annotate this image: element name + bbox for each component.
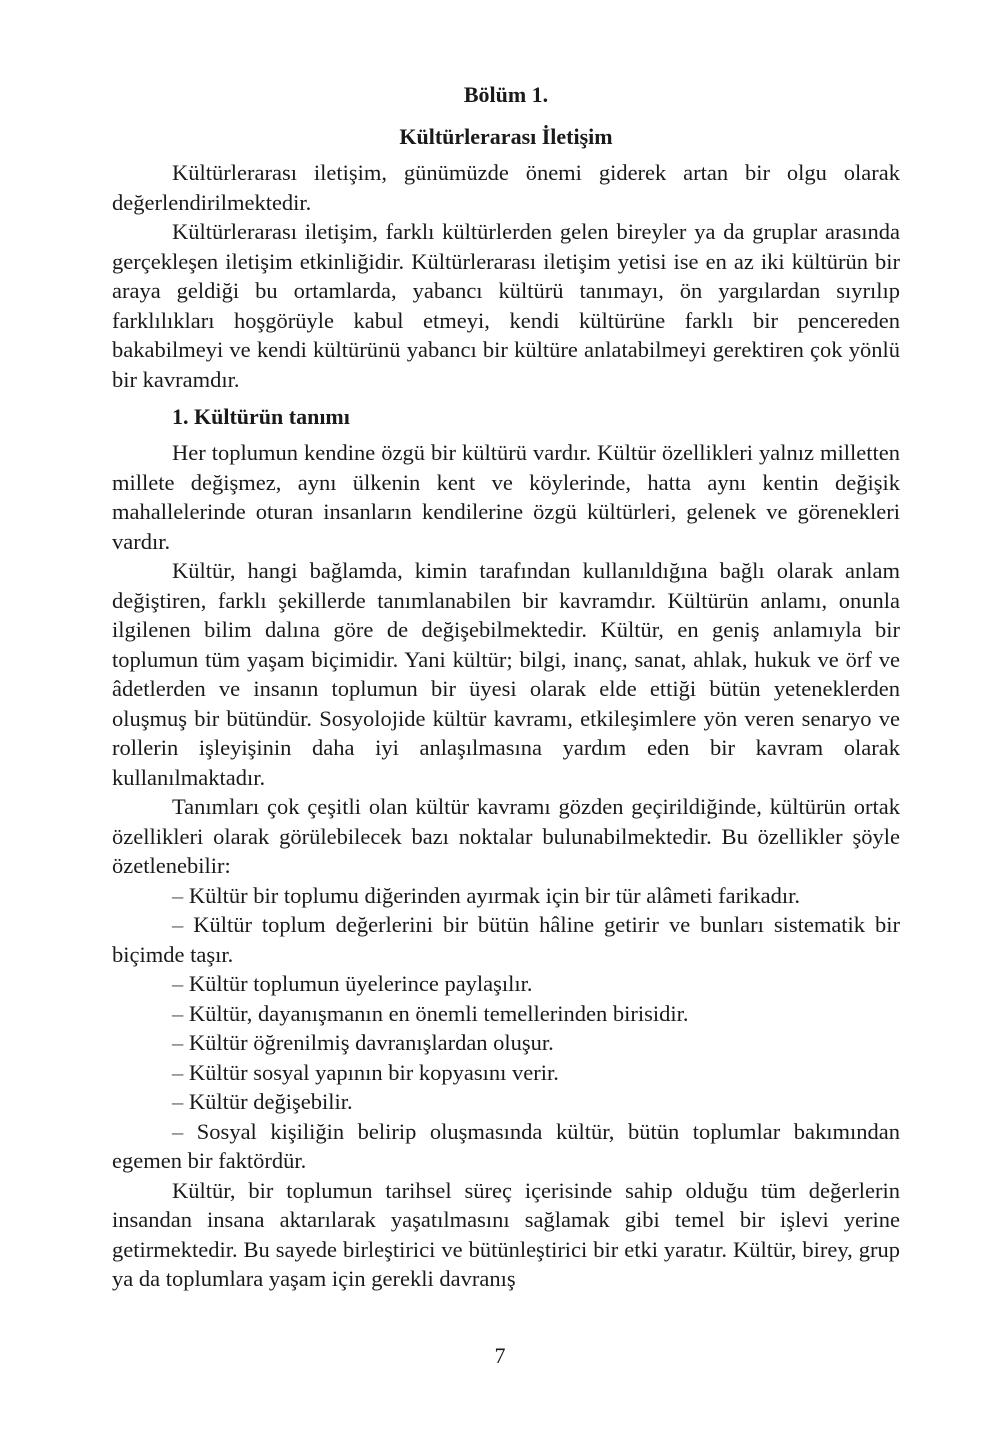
list-item (112, 910, 900, 969)
dash-marker: – (172, 1118, 184, 1144)
list-item (112, 1087, 900, 1117)
closing-paragraph: Kültür, bir toplumun tarihsel süreç içerisinde sahip olduğu tüm değerlerin insandan insana aktarılarak yaşatılmasını sağlamak gibi temel bir işlevi yerine getirmektedir. Bu sayede birleştirici ve bütünleştirici bir etki yaratır. Kültür, birey, grup ya da toplumlara yaşam için gerekli davranış (112, 1177, 900, 1291)
list-item-text: Kültür bir toplumu diğerinden ayırmak için bir tür alâmeti farikadır. (188, 882, 800, 908)
list-item-text: Sosyal kişiliğin belirip oluşmasında kültür, bütün toplumlar bakımından egemen bir faktördür. (112, 1118, 900, 1173)
list-item-text: Kültür, dayanışmanın en önemli temellerinden birisidir. (188, 1000, 689, 1026)
section-heading: 1. Kültürün tanımı (172, 404, 350, 429)
section-paragraph: Her toplumun kendine özgü bir kültürü vardır. Kültür özellikleri yalnız milletten millete değişmez, aynı ülkenin kent ve köylerinde, hatta aynı kentin değişik mahallelerinde oturan insanların kendilerine özgü kültürleri, gelenek ve görenekleri vardır. (112, 440, 900, 554)
list-item-text: Kültür toplum değerlerini bir bütün hâline getirir ve bunları sistematik bir biçimde taşır. (112, 912, 900, 967)
feature-list (112, 881, 900, 1176)
dash-marker: – (172, 882, 184, 908)
chapter-title: Kültürlerarası İletişim (399, 124, 613, 149)
dash-marker: – (172, 1030, 184, 1055)
section-paragraph: Kültür, hangi bağlamda, kimin tarafından kullanıldığına bağlı olarak anlam değiştiren, farklı şekillerde tanımlanabilen bir kavramdır. Kültürün anlamı, onunla ilgilenen bilim dalına göre de değişebilmektedir. Kültür, en geniş anlamıyla bir toplumun tüm yaşam biçimidir. Yani kültür; bilgi, inanç, sanat, ahlak, hukuk ve örf ve âdetlerden ve insanın toplumun bir üyesi olarak elde ettiği bütün yeteneklerden oluşmuş bir bütündür. Sosyolojide kültür kavramı, etkileşimlere yön veren senaryo ve rollerin işleyişinin daha iyi anlaşılmasına yardım eden bir kavram olarak kullanılmaktadır. (112, 558, 900, 790)
page-body (112, 78, 900, 1294)
list-item (112, 1028, 900, 1058)
list-item (112, 999, 900, 1029)
section-paragraph: Tanımları çok çeşitli olan kültür kavramı gözden geçirildiğinde, kültürün ortak özellikleri olarak görülebilecek bazı noktalar bulunabilmektedir. Bu özellikler şöyle özetlenebilir: (112, 794, 900, 878)
list-item-text: Kültür sosyal yapının bir kopyasını verir. (188, 1059, 559, 1085)
list-item (112, 1117, 900, 1176)
dash-marker: – (172, 1059, 184, 1085)
chapter-number: Bölüm 1. (463, 82, 549, 107)
dash-marker: – (172, 912, 184, 937)
intro-paragraph: Kültürlerarası iletişim, günümüzde önemi giderek artan bir olgu olarak değerlendirilmektedir. (112, 160, 900, 215)
intro-paragraph: Kültürlerarası iletişim, farklı kültürlerden gelen bireyler ya da gruplar arasında gerçekleşen iletişim etkinliğidir. Kültürlerarası iletişim yetisi ise en az iki kültürün bir araya geldiği bu ortamlarda, yabancı kültürü tanımayı, ön yargılardan sıyrılıp farklılıkları hoşgörüyle kabul etmeyi, kendi kültürüne farklı bir pencereden bakabilmeyi ve kendi kültürünü yabancı bir kültüre anlatabilmeyi gerektiren çok yönlü bir kavramdır. (112, 219, 900, 392)
list-item (112, 1058, 900, 1088)
dash-marker: – (172, 971, 184, 996)
dash-marker: – (172, 1000, 184, 1026)
list-item (112, 881, 900, 911)
dash-marker: – (172, 1089, 184, 1114)
list-item-text: Kültür öğrenilmiş davranışlardan oluşur. (188, 1030, 554, 1055)
page-number: 7 (494, 1343, 506, 1368)
list-item-text: Kültür değişebilir. (188, 1089, 353, 1114)
list-item (112, 969, 900, 999)
list-item-text: Kültür toplumun üyelerince paylaşılır. (188, 971, 533, 996)
